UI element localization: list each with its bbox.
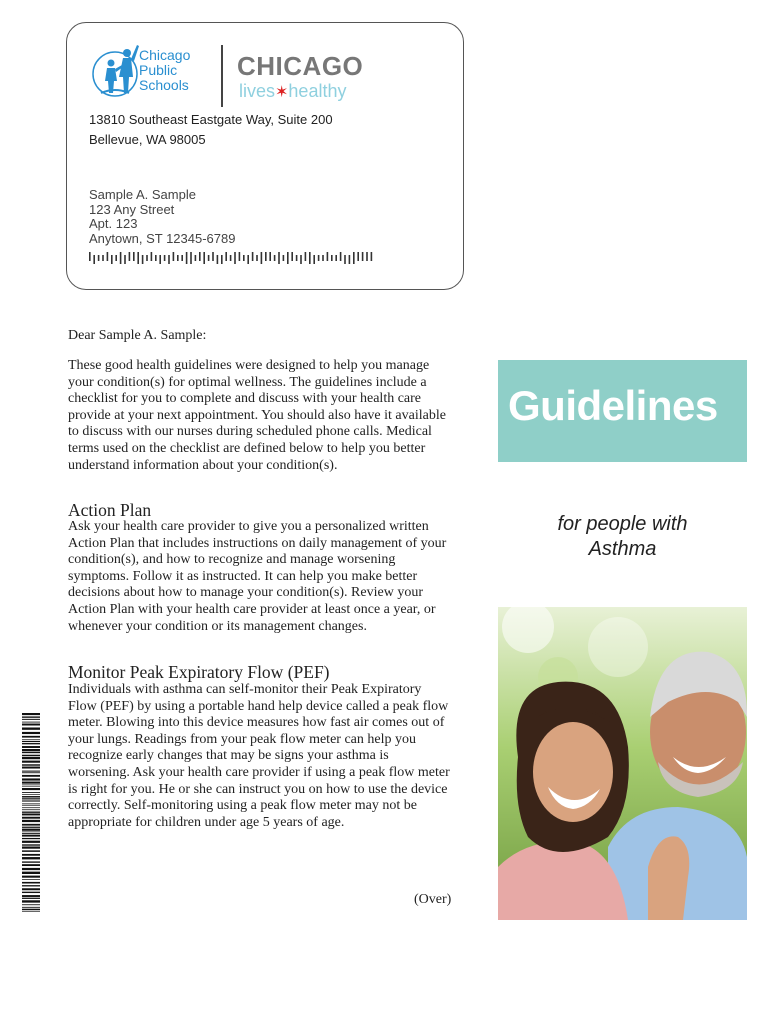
barcode-bar (22, 749, 40, 751)
barcode-bar (89, 252, 91, 261)
barcode-bar (181, 255, 183, 261)
barcode-bar (230, 255, 232, 261)
barcode-bar (261, 252, 263, 264)
barcode-bar (22, 805, 40, 806)
barcode-bar (22, 778, 40, 780)
barcode-bar (22, 764, 40, 765)
barcode-bar (331, 255, 333, 261)
cps-logo-text: Chicago Public Schools (139, 47, 191, 93)
barcode-bar (22, 882, 40, 884)
lives-healthy-logo: lives✶healthy (239, 81, 347, 101)
banner-subtitle: for people with Asthma (557, 513, 688, 560)
barcode-bar (22, 798, 40, 799)
star-icon: ✶ (275, 84, 289, 101)
barcode-bar (22, 888, 40, 890)
barcode-bar (115, 255, 117, 261)
barcode-bar (22, 868, 40, 870)
barcode-bar (22, 907, 40, 908)
barcode-bar (203, 252, 205, 264)
barcode-bar (247, 255, 249, 264)
barcode-bar (217, 255, 219, 264)
barcode-bar (22, 786, 40, 787)
address-window (66, 22, 464, 290)
barcode-bar (22, 794, 40, 795)
barcode-bar (327, 252, 329, 261)
barcode-bar (357, 252, 359, 261)
barcode-bar (22, 741, 40, 742)
barcode-bar (252, 252, 254, 261)
barcode-bar (322, 255, 324, 261)
barcode-bar (22, 812, 40, 813)
barcode-bar (22, 792, 40, 793)
barcode-bar (22, 732, 40, 734)
barcode-bar (239, 252, 241, 261)
barcode-bar (318, 255, 320, 261)
barcode-bar (212, 252, 214, 261)
barcode-bar (305, 252, 307, 261)
barcode-bar (344, 255, 346, 264)
couple-photo (498, 607, 747, 920)
barcode-bar (164, 255, 166, 261)
logo-divider (221, 45, 223, 107)
barcode-bar (313, 255, 315, 264)
barcode-bar (22, 803, 40, 804)
barcode-bar (155, 255, 157, 261)
barcode-bar (22, 767, 40, 769)
barcode-bar (124, 255, 126, 264)
barcode-bar (22, 796, 40, 797)
barcode-bar (243, 255, 245, 261)
barcode-bar (291, 252, 293, 261)
barcode-bar (22, 861, 40, 862)
barcode-bar (22, 841, 40, 843)
barcode-bar (22, 782, 40, 784)
barcode-bar (22, 724, 40, 726)
barcode-bar (362, 252, 364, 261)
barcode-bar (269, 252, 271, 261)
barcode-bar (22, 879, 40, 880)
barcode-bar (22, 832, 40, 833)
barcode-bar (22, 761, 40, 763)
barcode-bar (278, 252, 280, 264)
recipient-address: Sample A. Sample 123 Any Street Apt. 123 Anytown, ST 12345-6789 (89, 187, 236, 246)
barcode-bar (199, 252, 201, 261)
chicago-logo-word: CHICAGO (237, 51, 364, 81)
barcode-bar (225, 252, 227, 261)
barcode-bar (256, 255, 258, 261)
barcode-bar (335, 255, 337, 261)
barcode-bar (133, 252, 135, 261)
barcode-bar (195, 255, 197, 261)
barcode-bar (22, 809, 40, 810)
barcode-bar (349, 255, 351, 264)
barcode-bar (22, 800, 40, 801)
barcode-bar (22, 892, 40, 893)
barcode-bar (186, 252, 188, 264)
barcode-bar (22, 904, 40, 905)
barcode-bar (22, 838, 40, 839)
barcode-bar (159, 255, 161, 264)
barcode-bar (234, 252, 236, 264)
barcode-bar (300, 255, 302, 264)
barcode-bar (22, 835, 40, 837)
barcode-bar (22, 900, 40, 902)
barcode-bar (22, 752, 40, 753)
barcode-bar (22, 872, 40, 874)
barcode-bar (137, 252, 139, 264)
barcode-bar (22, 876, 40, 878)
barcode-bar (22, 857, 40, 859)
barcode-bar (22, 807, 40, 808)
barcode-bar (208, 255, 210, 261)
barcode-bar (22, 885, 40, 886)
barcode-bar (265, 252, 267, 261)
return-address: 13810 Southeast Eastgate Way, Suite 200 Bellevue, WA 98005 (89, 112, 333, 147)
barcode-bar (22, 757, 40, 759)
barcode-bar (177, 255, 179, 261)
banner-title: Guidelines (508, 382, 718, 429)
barcode-bar (221, 255, 223, 264)
barcode-bar (22, 911, 40, 912)
barcode-bar (22, 820, 40, 822)
barcode-bar (22, 722, 40, 723)
barcode-bar (93, 255, 95, 264)
barcode-bar (22, 824, 40, 826)
barcode-bar (22, 713, 40, 715)
action-plan-paragraph: Ask your health care provider to give you a personalized written Action Plan that includes instructions on daily management of your condition(s), and how to recognize and manage worsening symptoms. Follow it as instructed. It can help you make better decisions about how to manage your condition(s). Review your Action Plan with your health care provider at least once a year, or whenever your condition or its management changes. (68, 519, 447, 634)
barcode-bar (22, 898, 40, 899)
barcode-bar (22, 743, 40, 744)
barcode-bar (366, 252, 368, 261)
barcode-bar (107, 252, 109, 261)
barcode-bar (142, 255, 144, 264)
salutation: Dear Sample A. Sample: (68, 328, 207, 343)
barcode-bar (22, 854, 40, 856)
barcode-bar (340, 252, 342, 261)
barcode-bar (371, 252, 373, 261)
barcode-bar (168, 255, 170, 264)
barcode-bar (22, 775, 40, 777)
barcode-bar (173, 252, 175, 261)
vertical-barcode (22, 713, 40, 913)
barcode-bar (22, 844, 40, 845)
barcode-bar (111, 255, 113, 264)
barcode-bar (22, 772, 40, 773)
barcode-bar (22, 817, 40, 819)
barcode-bar (102, 255, 104, 261)
barcode-bar (22, 833, 40, 834)
postal-barcode (89, 252, 374, 264)
pef-paragraph: Individuals with asthma can self-monitor their Peak Expiratory Flow (PEF) by using a portable hand help device called a peak flow meter. Blowing into this device measures how fast air comes out of your lungs. Readings from your peak flow meter can help you recognize early changes that may be signs your asthma is worsening. Ask your health care provider if using a peak flow meter is right for you. He or she can instruct you on how to use the device correctly. Self-monitoring using a peak flow meter may not be appropriate for children under age 5 years of age. (68, 682, 450, 830)
barcode-bar (22, 739, 40, 740)
intro-paragraph: These good health guidelines were designed to help you manage your condition(s) for optimal wellness. The guidelines include a checklist for you to complete and discuss with your health care provide at your next appointment. You should also have it available to discuss with our nurses during scheduled phone calls. Medical terms used on the checklist are defined below to help you better understand information about your condition(s). (68, 358, 446, 473)
barcode-bar (22, 771, 40, 772)
barcode-bar (22, 909, 40, 911)
guidelines-banner (498, 360, 747, 462)
barcode-bar (120, 252, 122, 264)
barcode-bar (190, 252, 192, 264)
barcode-bar (353, 252, 355, 264)
barcode-bar (309, 252, 311, 264)
barcode-bar (129, 252, 131, 261)
barcode-bar (287, 252, 289, 264)
barcode-bar (22, 736, 40, 738)
barcode-bar (22, 829, 40, 831)
barcode-bar (296, 255, 298, 261)
barcode-bar (22, 864, 40, 866)
barcode-bar (274, 255, 276, 261)
barcode-bar (22, 755, 40, 756)
barcode-bar (22, 788, 40, 790)
barcode-bar (22, 719, 40, 720)
barcode-bar (22, 716, 40, 717)
barcode-bar (22, 827, 40, 828)
barcode-bar (98, 255, 100, 261)
over-note: (Over) (414, 892, 452, 907)
barcode-bar (151, 252, 153, 261)
barcode-bar (146, 255, 148, 261)
barcode-bar (283, 255, 285, 261)
barcode-bar (22, 727, 40, 729)
barcode-bar (22, 895, 40, 897)
barcode-bar (22, 846, 40, 848)
barcode-bar (22, 813, 40, 815)
pef-heading: Monitor Peak Expiratory Flow (PEF) (68, 662, 330, 682)
barcode-bar (22, 746, 40, 748)
barcode-bar (22, 785, 40, 786)
action-plan-heading: Action Plan (68, 500, 152, 520)
barcode-bar (22, 850, 40, 851)
